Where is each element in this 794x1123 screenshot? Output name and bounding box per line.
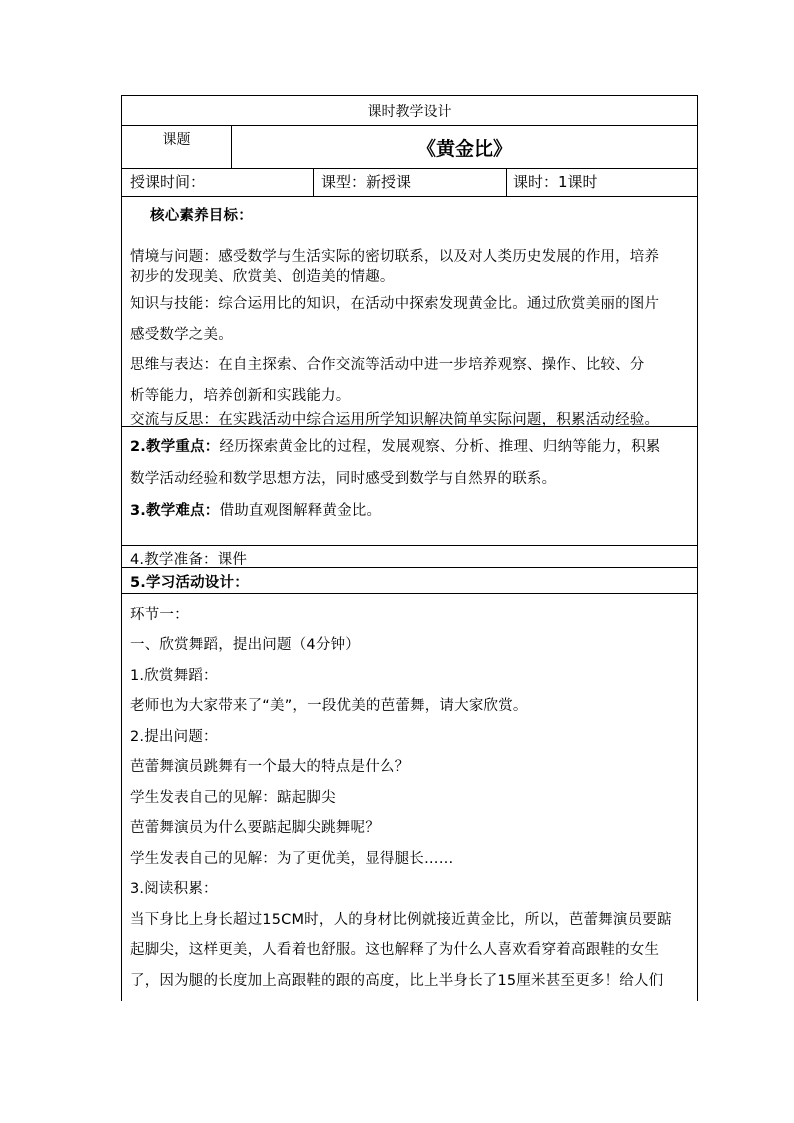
activity-line: 了，因为腿的长度加上高跟鞋的跟的高度，比上半身长了15厘米甚至更多！给人们 [130, 973, 664, 989]
activity-line: 3.阅读积累： [130, 881, 218, 897]
difficulty-label: 3.教学难点： [130, 503, 220, 519]
activity-section [122, 594, 697, 1001]
lesson-plan-table [121, 95, 698, 1001]
activity-line: 一、欣赏舞蹈，提出问题（4分钟） [130, 637, 360, 653]
topic-label-cell [122, 126, 231, 168]
objective-line: 析等能力，培养创新和实践能力。 [130, 388, 351, 404]
difficulty-text: 借助直观图解释黄金比。 [219, 503, 382, 519]
topic-label: 课题 [162, 132, 191, 148]
key-points-label: 2.教学重点： [130, 439, 220, 455]
activity-line: 起脚尖，这样更美，人看着也舒服。这也解释了为什么人喜欢看穿着高跟鞋的女生 [130, 942, 660, 958]
table-header-row [122, 96, 697, 126]
key-points-line [130, 435, 691, 456]
objectives-heading: 核心素养目标： [150, 208, 253, 224]
activity-design-heading: 5.学习活动设计： [130, 575, 249, 591]
topic-value-cell [232, 126, 697, 168]
activity-line: 芭蕾舞演员为什么要踮起脚尖跳舞呢？ [130, 820, 380, 836]
activity-line: 2.提出问题： [130, 729, 218, 745]
key-points-line: 数学活动经验和数学思想方法，同时感受到数学与自然界的联系。 [130, 471, 557, 487]
objective-line: 初步的发现美、欣赏美、创造美的情趣。 [130, 269, 395, 285]
activity-line: 芭蕾舞演员跳舞有一个最大的特点是什么？ [130, 759, 410, 775]
key-points-text: 经历探索黄金比的过程，发展观察、分析、推理、归纳等能力，积累 [219, 439, 661, 455]
difficulty-line [130, 499, 691, 520]
objective-line: 思维与表达：在自主探索、合作交流等活动中进一步培养观察、操作、比较、分 [130, 357, 645, 373]
activity-line: 环节一： [130, 607, 189, 623]
lesson-type: 课型：新授课 [321, 173, 412, 191]
objective-line: 情境与问题：感受数学与生活实际的密切联系，以及对人类历史发展的作用，培养 [130, 249, 660, 265]
activity-line: 学生发表自己的见解：为了更优美，显得腿长…… [130, 851, 454, 867]
topic-title: 《黄金比》 [416, 137, 512, 160]
time-label: 授课时间： [130, 173, 206, 191]
activity-line: 学生发表自己的见解：踮起脚尖 [130, 790, 336, 806]
lesson-period: 课时：1课时 [513, 173, 598, 191]
activity-heading-row [122, 568, 697, 594]
table-title: 课时教学设计 [367, 103, 452, 120]
time-cell [130, 169, 310, 196]
activity-line: 1.欣赏舞蹈： [130, 668, 218, 684]
objective-line: 知识与技能：综合运用比的知识，在活动中探索发现黄金比。通过欣赏美丽的图片 [130, 296, 660, 312]
activity-line: 老师也为大家带来了“美”，一段优美的芭蕾舞，请大家欣赏。 [130, 698, 528, 714]
preparation-row [122, 546, 697, 568]
activity-line: 当下身比上身长超过15CM时，人的身材比例就接近黄金比，所以，芭蕾舞演员要踮 [130, 912, 672, 928]
key-points-section [122, 427, 697, 546]
preparation-text: 4.教学准备：课件 [130, 552, 248, 568]
type-cell [321, 169, 501, 196]
objective-line: 交流与反思：在实践活动中综合运用所学知识解决简单实际问题，积累活动经验。 [130, 412, 660, 428]
objective-line: 感受数学之美。 [130, 327, 233, 343]
objectives-section [122, 197, 697, 427]
info-row [122, 169, 697, 197]
topic-row [122, 126, 697, 169]
period-cell [513, 169, 693, 196]
